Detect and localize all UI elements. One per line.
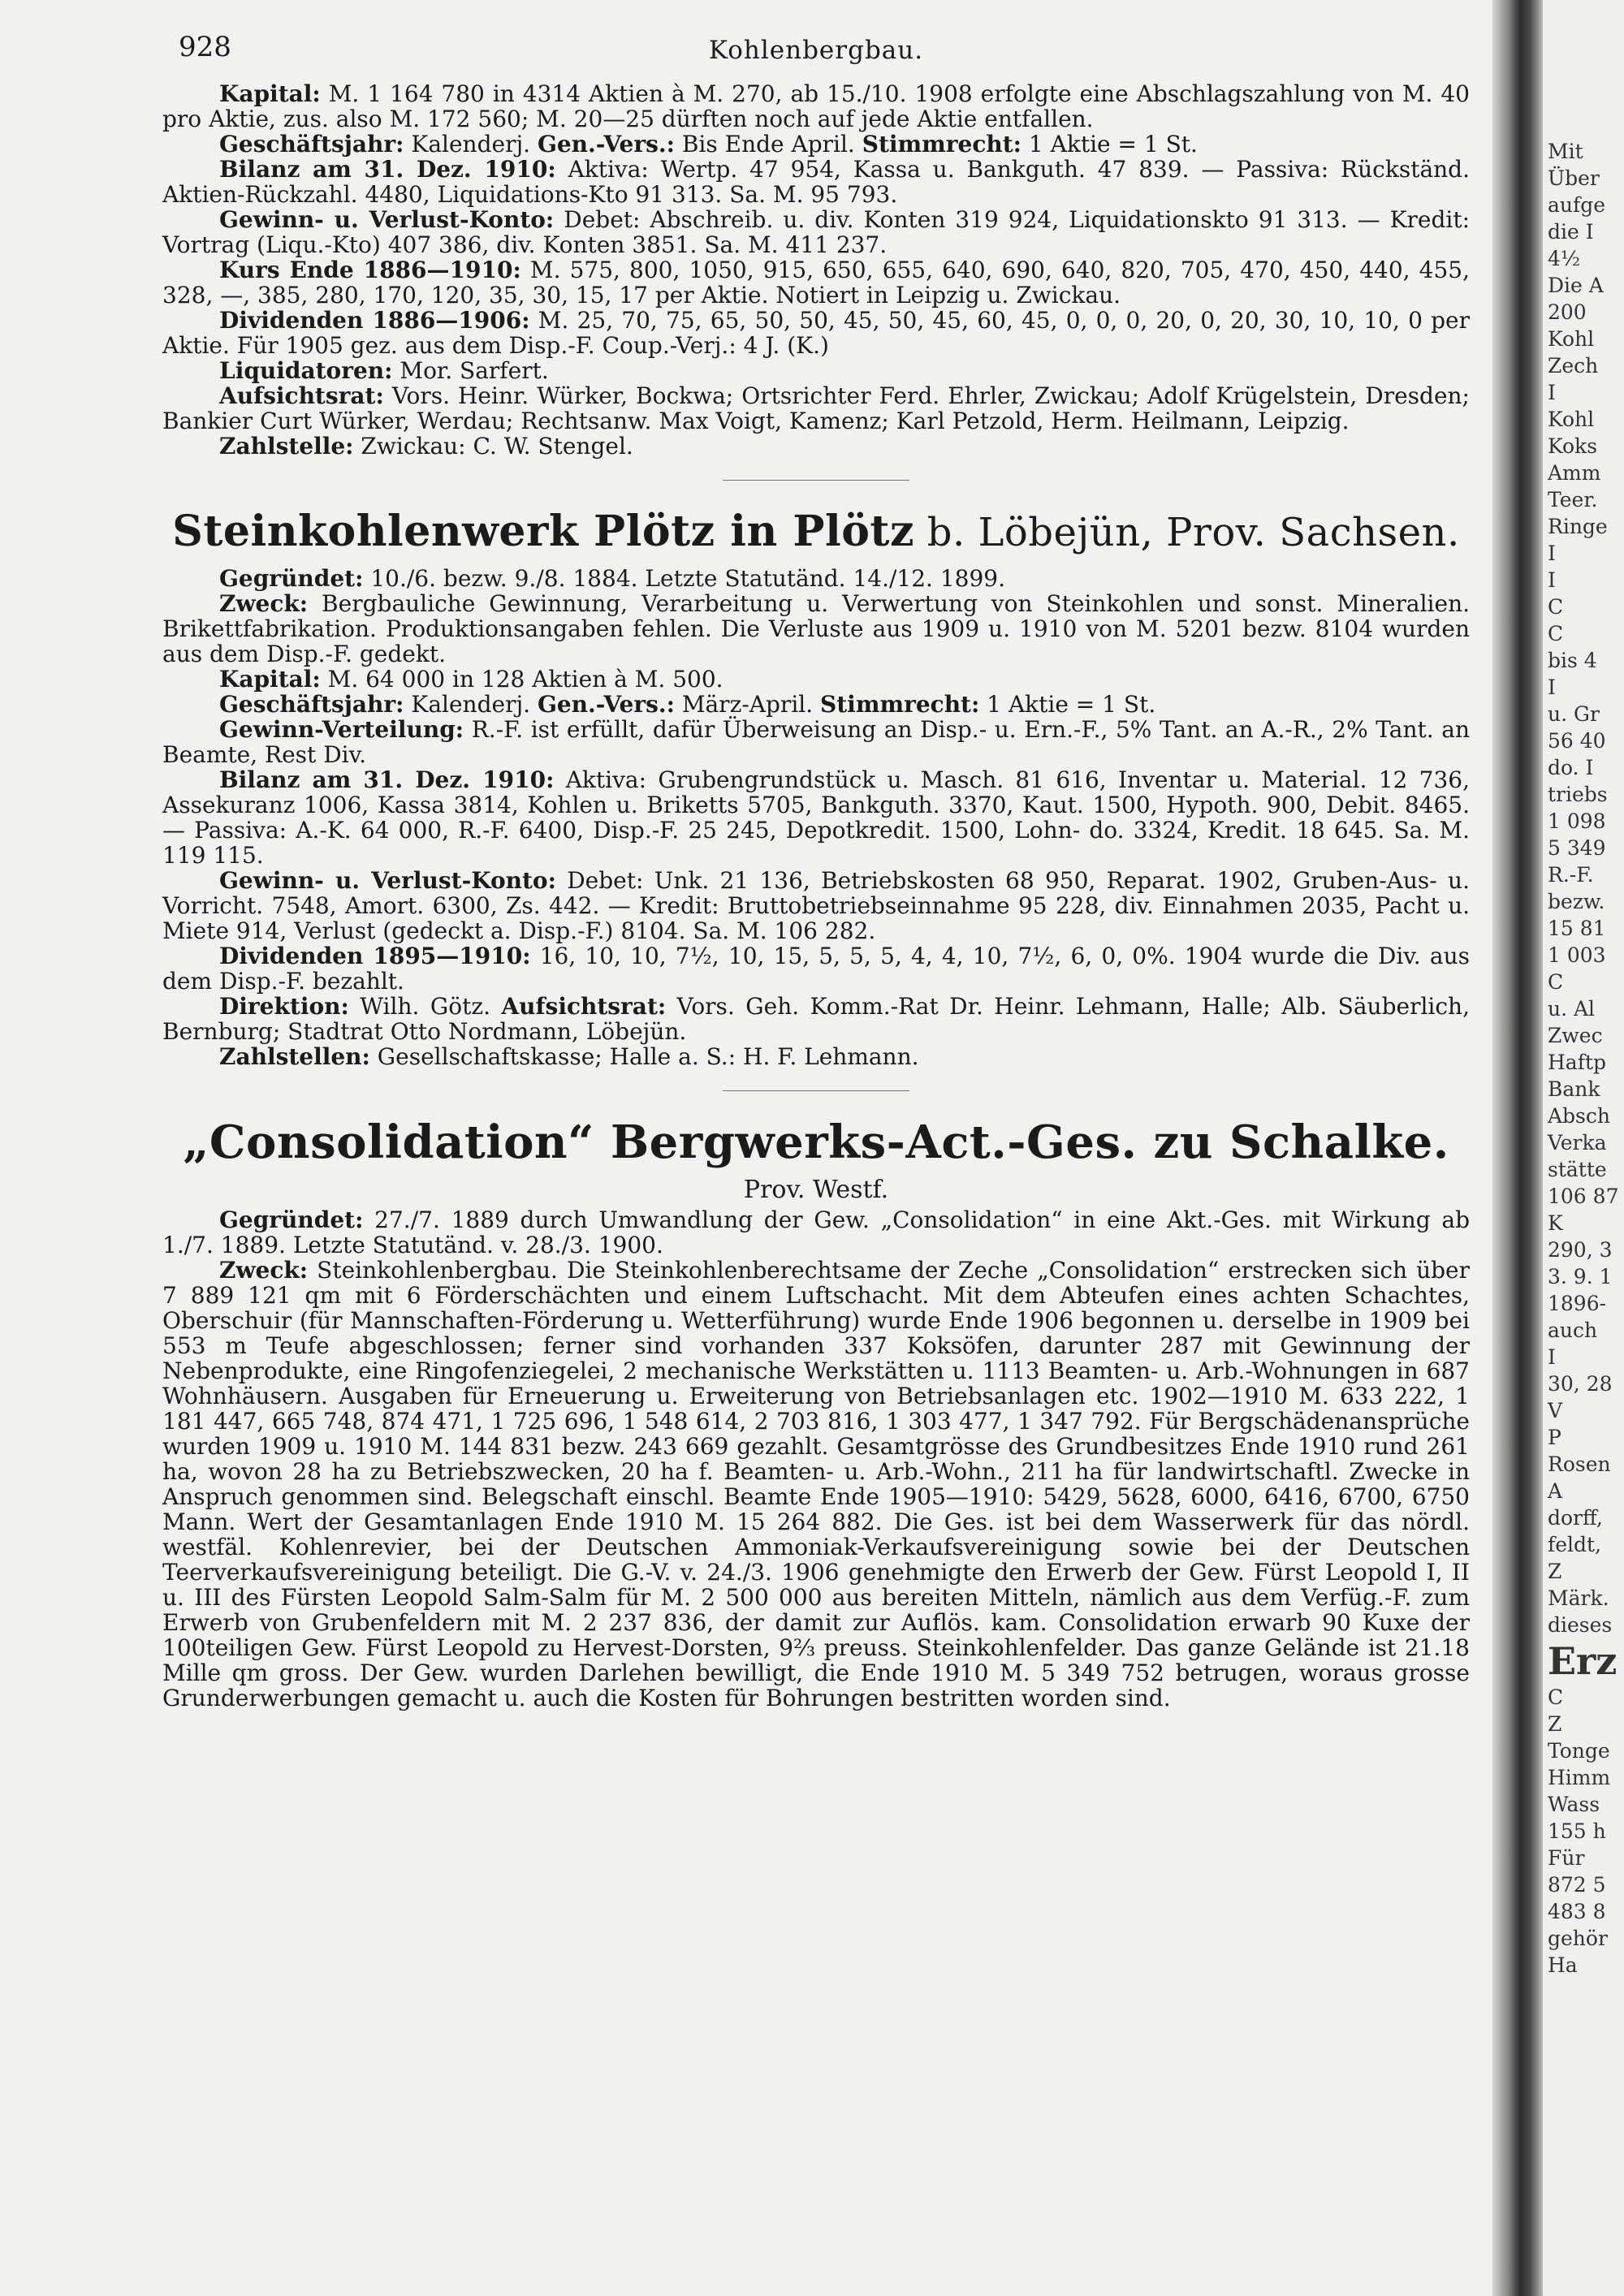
- field-text: 1 Aktie = 1 St.: [1021, 131, 1198, 158]
- field-text: Steinkohlenbergbau. Die Steinkohlenberechtsame der Zeche „Consolidation“ erstrecken sich über 7 889 121 qm mit 6 Förderschächten und einem Luftschacht. Mit dem Abteufen eines achten Schachtes, Oberschuir (für Mannschaften-Förderung u. Wetterführung) wurde Ende 1906 begonnen u. derselbe in 1909 bei 553 m Teufe abgeschlossen; ferner sind vorhanden 337 Koksöfen, darunter 287 mit Gewinnung der Nebenprodukte, eine Ringofenziegelei, 2 mechanische Werkstätten u. 1113 Beamten- u. Arb.-Wohnungen in 687 Wohnhäusern. Ausgaben für Erneuerung u. Erweiterung von Betriebsanlagen etc. 1902—1910 M. 633 222, 1 181 447, 665 748, 874 471, 1 725 696, 1 548 614, 2 703 816, 1 303 477, 1 347 792. Für Bergschädenansprüche wurden 1909 u. 1910 M. 144 831 bezw. 243 669 gezahlt. Gesamtgrösse des Grundbesitzes Ende 1910 rund 261 ha, wovon 28 ha zu Betriebszwecken, 20 ha f. Beamten- u. Arb.-Wohn., 211 ha für landwirtschaftl. Zwecke in Anspruch genommen sind. Belegschaft einschl. Beamte Ende 1905—1910: 5429, 5628, 6000, 6416, 6700, 6750 Mann. Wert der Gesamtanlagen Ende 1910 M. 15 264 882. Die Ges. ist bei dem Wasserwerk für das nördl. westfäl. Kohlenrevier, bei der Deutschen Ammoniak-Verkaufsvereinigung sowie bei der Deutschen Teerverkaufsvereinigung beteiligt. Die G.-V. v. 24./3. 1906 genehmigte den Erwerb der Gew. Fürst Leopold I, II u. III des Fürsten Leopold Salm-Salm für M. 2 500 000 aus bereiten Mitteln, nämlich aus dem Verfüg.-F. zum Erwerb von Grubenfeldern mit M. 2 237 836, der damit zur Auflös. kam. Consolidation erwarb 90 Kuxe der 100teiligen Gew. Fürst Leopold zu Hervest-Dorsten, 9⅔ preuss. Steinkohlenfelder. Das ganze Gelände ist 21.18 Mille qm gross. Der Gew. wurden Darlehen bewilligt, die Ende 1910 M. 5 349 752 betrugen, woraus grosse Grunderwerbungen gemacht u. auch die Kosten für Bohrungen bestritten worden sind.: [162, 1257, 1470, 1711]
- field-label: Gegründet:: [219, 1206, 364, 1233]
- entry-paragraph: [162, 591, 1470, 667]
- right-page-fragment: Bank: [1548, 1077, 1600, 1101]
- right-page-fragment: 155 h: [1548, 1819, 1606, 1843]
- right-page-fragment: 15 81: [1548, 917, 1606, 940]
- right-page-fragment: Kohl: [1548, 327, 1595, 351]
- field-label: Gen.-Vers.:: [537, 691, 675, 718]
- right-page-fragment: Über: [1548, 166, 1600, 190]
- entry-title-main: Steinkohlenwerk Plötz in Plötz: [172, 507, 914, 556]
- right-page-fragment: R.-F.: [1548, 863, 1594, 887]
- field-text: 10./6. bezw. 9./8. 1884. Letzte Statutänd. 14./12. 1899.: [363, 565, 1005, 592]
- field-text: Kalenderj.: [404, 131, 538, 158]
- right-page-fragment: Rosen: [1548, 1452, 1611, 1476]
- right-page-fragment: 56 40: [1548, 729, 1606, 753]
- entry-title-suffix: b. Löbejün, Prov. Sachsen.: [914, 510, 1460, 555]
- right-page-fragment: Für: [1548, 1846, 1585, 1870]
- right-page-fragment: Märk.: [1548, 1586, 1609, 1610]
- field-text: Aktiva: Grubengrundstück u. Masch. 81 616, Inventar u. Material. 12 736, Assekuranz 1006, Kassa 3814, Kohlen u. Briketts 5705, Bankguth. 3370, Kaut. 1500, Hypoth. 900, Debit. 8465. — Passiva: A.-K. 64 000, R.-F. 6400, Disp.-F. 25 245, Depotkredit. 1500, Lohn- do. 3324, Kredit. 18 645. Sa. M. 119 115.: [162, 766, 1470, 869]
- field-label: Geschäftsjahr:: [219, 691, 404, 718]
- right-page-fragment: auch: [1548, 1318, 1598, 1342]
- field-label: Kapital:: [219, 80, 321, 107]
- right-page-fragment: P: [1548, 1426, 1561, 1449]
- entry-paragraph: [162, 434, 1470, 459]
- right-page-fragment: Z: [1548, 1712, 1562, 1736]
- section-divider: [723, 1090, 909, 1091]
- right-page-fragment: Z: [1548, 1560, 1562, 1583]
- entry-title: [162, 505, 1470, 559]
- field-label: Zweck:: [219, 590, 309, 617]
- entry-paragraph: [162, 1044, 1470, 1069]
- entry-paragraph: [162, 717, 1470, 767]
- field-label: Dividenden 1886—1906:: [219, 307, 530, 334]
- field-label: Gen.-Vers.:: [537, 131, 675, 158]
- right-page-fragment: V: [1548, 1399, 1563, 1422]
- right-page-fragment: I: [1548, 568, 1556, 592]
- right-page-fragment: Absch: [1548, 1104, 1610, 1128]
- entry-paragraph: [162, 383, 1470, 434]
- field-label: Liquidatoren:: [219, 357, 393, 384]
- entry-title: „Consolidation“ Bergwerks-Act.-Ges. zu Schalke.: [183, 1116, 1449, 1169]
- right-page-fragment: 872 5: [1548, 1873, 1606, 1897]
- entry-paragraph: [162, 566, 1470, 591]
- right-page-fragment: C: [1548, 1685, 1564, 1709]
- field-label: Gewinn-Verteilung:: [219, 716, 464, 743]
- field-label: Kapital:: [219, 666, 321, 693]
- right-page-fragment: 5 349: [1548, 836, 1606, 860]
- right-page-fragment: stätte: [1548, 1158, 1607, 1181]
- right-page-edge: [1543, 0, 1624, 2296]
- right-page-fragment: Wass: [1548, 1793, 1600, 1816]
- right-page-fragment: 4½: [1548, 247, 1581, 270]
- field-text: 1 Aktie = 1 St.: [979, 691, 1156, 718]
- field-text: Bis Ende April.: [674, 131, 862, 158]
- field-label: Geschäftsjahr:: [219, 131, 404, 158]
- field-text: M. 64 000 in 128 Aktien à M. 500.: [320, 666, 723, 693]
- field-label: Gewinn- u. Verlust-Konto:: [219, 867, 556, 894]
- right-page-fragment: I: [1548, 675, 1556, 699]
- entry-paragraph: [162, 207, 1470, 257]
- field-text: März-April.: [674, 691, 821, 718]
- right-page-fragment: Ringe: [1548, 515, 1608, 538]
- field-label: Gewinn- u. Verlust-Konto:: [219, 206, 555, 233]
- entry-paragraph: [162, 1258, 1470, 1711]
- entry-paragraph: [162, 1207, 1470, 1258]
- field-text: 16, 10, 10, 7½, 10, 15, 5, 5, 5, 4, 4, 10, 7½, 6, 0, 0%. 1904 wurde die Div. aus dem Disp.-F. bezahlt.: [162, 943, 1470, 995]
- field-text: Vors. Geh. Komm.-Rat Dr. Heinr. Lehmann, Halle; Alb. Säuberlich, Bernburg; Stadtrat Otto Nordmann, Löbejün.: [162, 993, 1470, 1045]
- right-page-fragment: A: [1548, 1479, 1563, 1503]
- field-label: Bilanz am 31. Dez. 1910:: [219, 766, 555, 793]
- field-text: Aktiva: Wertp. 47 954, Kassa u. Bankguth. 47 839. — Passiva: Rückständ. Aktien-Rückzahl. 4480, Liquidations-Kto 91 313. Sa. M. 95 793.: [162, 156, 1470, 208]
- entry-continuation: [162, 81, 1470, 459]
- right-page-fragment: I: [1548, 1345, 1556, 1369]
- right-page-fragment: Zwec: [1548, 1024, 1603, 1047]
- entry-paragraph: [162, 358, 1470, 383]
- field-text: Vors. Heinr. Würker, Bockwa; Ortsrichter Ferd. Ehrler, Zwickau; Adolf Krügelstein, Dresden; Bankier Curt Würker, Werdau; Rechtsanw. Max Voigt, Kamenz; Karl Petzold, Herm. Heilmann, Leipzig.: [162, 382, 1470, 434]
- entry-steinkohlenwerk-ploetz: [162, 505, 1470, 1069]
- field-text: R.-F. ist erfüllt, dafür Überweisung an Disp.- u. Ern.-F., 5% Tant. an A.-R., 2% Tant. an Beamte, Rest Div.: [162, 716, 1470, 768]
- field-text: 27./7. 1889 durch Umwandlung der Gew. „Consolidation“ in eine Akt.-Ges. mit Wirkung ab 1./7. 1889. Letzte Statutänd. v. 28./3. 1900.: [162, 1206, 1470, 1258]
- right-page-fragment: 290, 3: [1548, 1238, 1613, 1262]
- entry-paragraph: [162, 994, 1470, 1044]
- right-page-fragment: Mit: [1548, 140, 1583, 163]
- running-title: Kohlenbergbau.: [708, 36, 924, 65]
- field-text: Bergbauliche Gewinnung, Verarbeitung u. Verwertung von Steinkohlen und sonst. Mineralien. Brikettfabrikation. Produktionsangaben fehlen. Die Verluste aus 1909 u. 1910 von M. 5201 bezw. 8104 wurden aus dem Disp.-F. gedekt.: [162, 590, 1470, 667]
- right-page-fragment: C: [1548, 595, 1564, 619]
- right-page-fragment: Verka: [1548, 1131, 1607, 1154]
- section-divider: [723, 480, 909, 481]
- right-page-fragment: Himm: [1548, 1766, 1611, 1789]
- right-page-fragment: u. Gr: [1548, 702, 1600, 726]
- right-page-fragment: Koks: [1548, 434, 1598, 458]
- entry-paragraph: [162, 157, 1470, 207]
- book-gutter: [1492, 0, 1543, 2296]
- right-page-fragment: Zech: [1548, 354, 1599, 378]
- right-page-fragment: die I: [1548, 220, 1594, 244]
- right-page-fragment: aufge: [1548, 193, 1606, 217]
- right-page-fragment: dieses: [1548, 1613, 1613, 1637]
- right-page-fragment: do. I: [1548, 756, 1594, 779]
- right-page-fragment: 1 098: [1548, 809, 1606, 833]
- right-page-fragment: 3. 9. 1: [1548, 1265, 1613, 1288]
- field-text: Debet: Abschreib. u. div. Konten 319 924, Liquidationskto 91 313. — Kredit: Vortrag (Liqu.-Kto) 407 386, div. Konten 3851. Sa. M. 411 237.: [162, 206, 1471, 258]
- right-page-fragment: I: [1548, 381, 1556, 404]
- right-page-fragment: Amm: [1548, 461, 1601, 485]
- right-page-fragment: gehör: [1548, 1927, 1608, 1950]
- right-page-fragment: 30, 28: [1548, 1372, 1613, 1396]
- right-page-fragment: Haftp: [1548, 1051, 1607, 1074]
- entry-paragraph: [162, 868, 1470, 943]
- field-text: M. 575, 800, 1050, 915, 650, 655, 640, 690, 640, 820, 705, 470, 450, 440, 455, 328, —, 385, 280, 170, 120, 35, 30, 15, 17 per Aktie. Notiert in Leipzig u. Zwickau.: [162, 257, 1470, 309]
- field-label: Aufsichtsrat:: [501, 993, 667, 1020]
- right-page-fragment: bis 4: [1548, 649, 1597, 672]
- entry-paragraph: [162, 81, 1470, 132]
- entry-paragraph: [162, 667, 1470, 692]
- page-number: 928: [179, 31, 231, 63]
- right-page-fragment: u. Al: [1548, 997, 1596, 1021]
- entry-consolidation: [162, 1116, 1470, 1711]
- field-label: Stimmrecht:: [820, 691, 980, 718]
- right-page-fragment: triebs: [1548, 783, 1608, 806]
- field-label: Dividenden 1895—1910:: [219, 943, 531, 969]
- field-text: Wilh. Götz.: [348, 993, 502, 1020]
- right-page-fragment: 483 8: [1548, 1900, 1606, 1923]
- field-label: Direktion:: [219, 993, 349, 1020]
- right-page-fragment: C: [1548, 622, 1564, 645]
- field-text: Debet: Unk. 21 136, Betriebskosten 68 950, Reparat. 1902, Gruben-Aus- u. Vorricht. 7548, Amort. 6300, Zs. 442. — Kredit: Bruttobetriebseinnahme 95 228, div. Einnahmen 2035, Pacht u. Miete 914, Verlust (gedeckt a. Disp.-F.) 8104. Sa. M. 106 282.: [162, 867, 1470, 944]
- right-page-fragment: Kohl: [1548, 408, 1595, 431]
- field-text: M. 1 164 780 in 4314 Aktien à M. 270, ab 15./10. 1908 erfolgte eine Abschlagszahlung von M. 40 pro Aktie, zus. also M. 172 560; M. 20—25 dürften noch auf jede Aktie entfallen.: [162, 80, 1470, 132]
- field-text: M. 25, 70, 75, 65, 50, 50, 45, 50, 45, 60, 45, 0, 0, 0, 20, 0, 20, 30, 10, 10, 0 per Aktie. Für 1905 gez. aus dem Disp.-F. Coup.-Verj.: 4 J. (K.): [162, 307, 1470, 359]
- field-label: Zweck:: [219, 1257, 309, 1284]
- right-page-fragment: 1896-: [1548, 1292, 1607, 1315]
- entry-paragraph: [162, 943, 1470, 994]
- right-page-fragment: feldt,: [1548, 1533, 1602, 1556]
- right-page-fragment: Teer.: [1548, 488, 1598, 511]
- right-page-fragment: Erz: [1548, 1639, 1618, 1683]
- right-page-fragments: [1543, 0, 1624, 1979]
- field-label: Aufsichtsrat:: [219, 382, 384, 409]
- right-page-fragment: Ha: [1548, 1953, 1578, 1977]
- entry-paragraph: [162, 132, 1470, 157]
- right-page-fragment: K: [1548, 1211, 1563, 1235]
- right-page-fragment: 1 003: [1548, 943, 1606, 967]
- field-text: Kalenderj.: [404, 691, 538, 718]
- field-label: Kurs Ende 1886—1910:: [219, 257, 521, 283]
- entry-paragraph: [162, 767, 1470, 868]
- entry-paragraph: [162, 692, 1470, 717]
- field-text: Mor. Sarfert.: [392, 357, 549, 384]
- field-label: Stimmrecht:: [862, 131, 1022, 158]
- field-text: Gesellschaftskasse; Halle a. S.: H. F. Lehmann.: [369, 1043, 919, 1070]
- right-page-fragment: C: [1548, 970, 1564, 994]
- right-page-fragment: 200: [1548, 300, 1587, 324]
- right-page-fragment: Die A: [1548, 274, 1604, 297]
- field-label: Gegründet:: [219, 565, 364, 592]
- entry-subtitle: Prov. Westf.: [743, 1176, 889, 1204]
- right-page-fragment: Tonge: [1548, 1739, 1610, 1763]
- right-page-fragment: I: [1548, 542, 1556, 565]
- entry-paragraph: [162, 308, 1470, 358]
- page-header: [162, 0, 1470, 81]
- field-label: Zahlstelle:: [219, 433, 354, 460]
- right-page-fragment: 106 87: [1548, 1185, 1619, 1208]
- field-label: Zahlstellen:: [219, 1043, 370, 1070]
- field-text: Zwickau: C. W. Stengel.: [353, 433, 633, 460]
- right-page-fragment: bezw.: [1548, 890, 1605, 913]
- page-content: [162, 0, 1470, 1711]
- field-label: Bilanz am 31. Dez. 1910:: [219, 156, 556, 183]
- right-page-fragment: dorff,: [1548, 1506, 1603, 1530]
- entry-paragraph: [162, 257, 1470, 308]
